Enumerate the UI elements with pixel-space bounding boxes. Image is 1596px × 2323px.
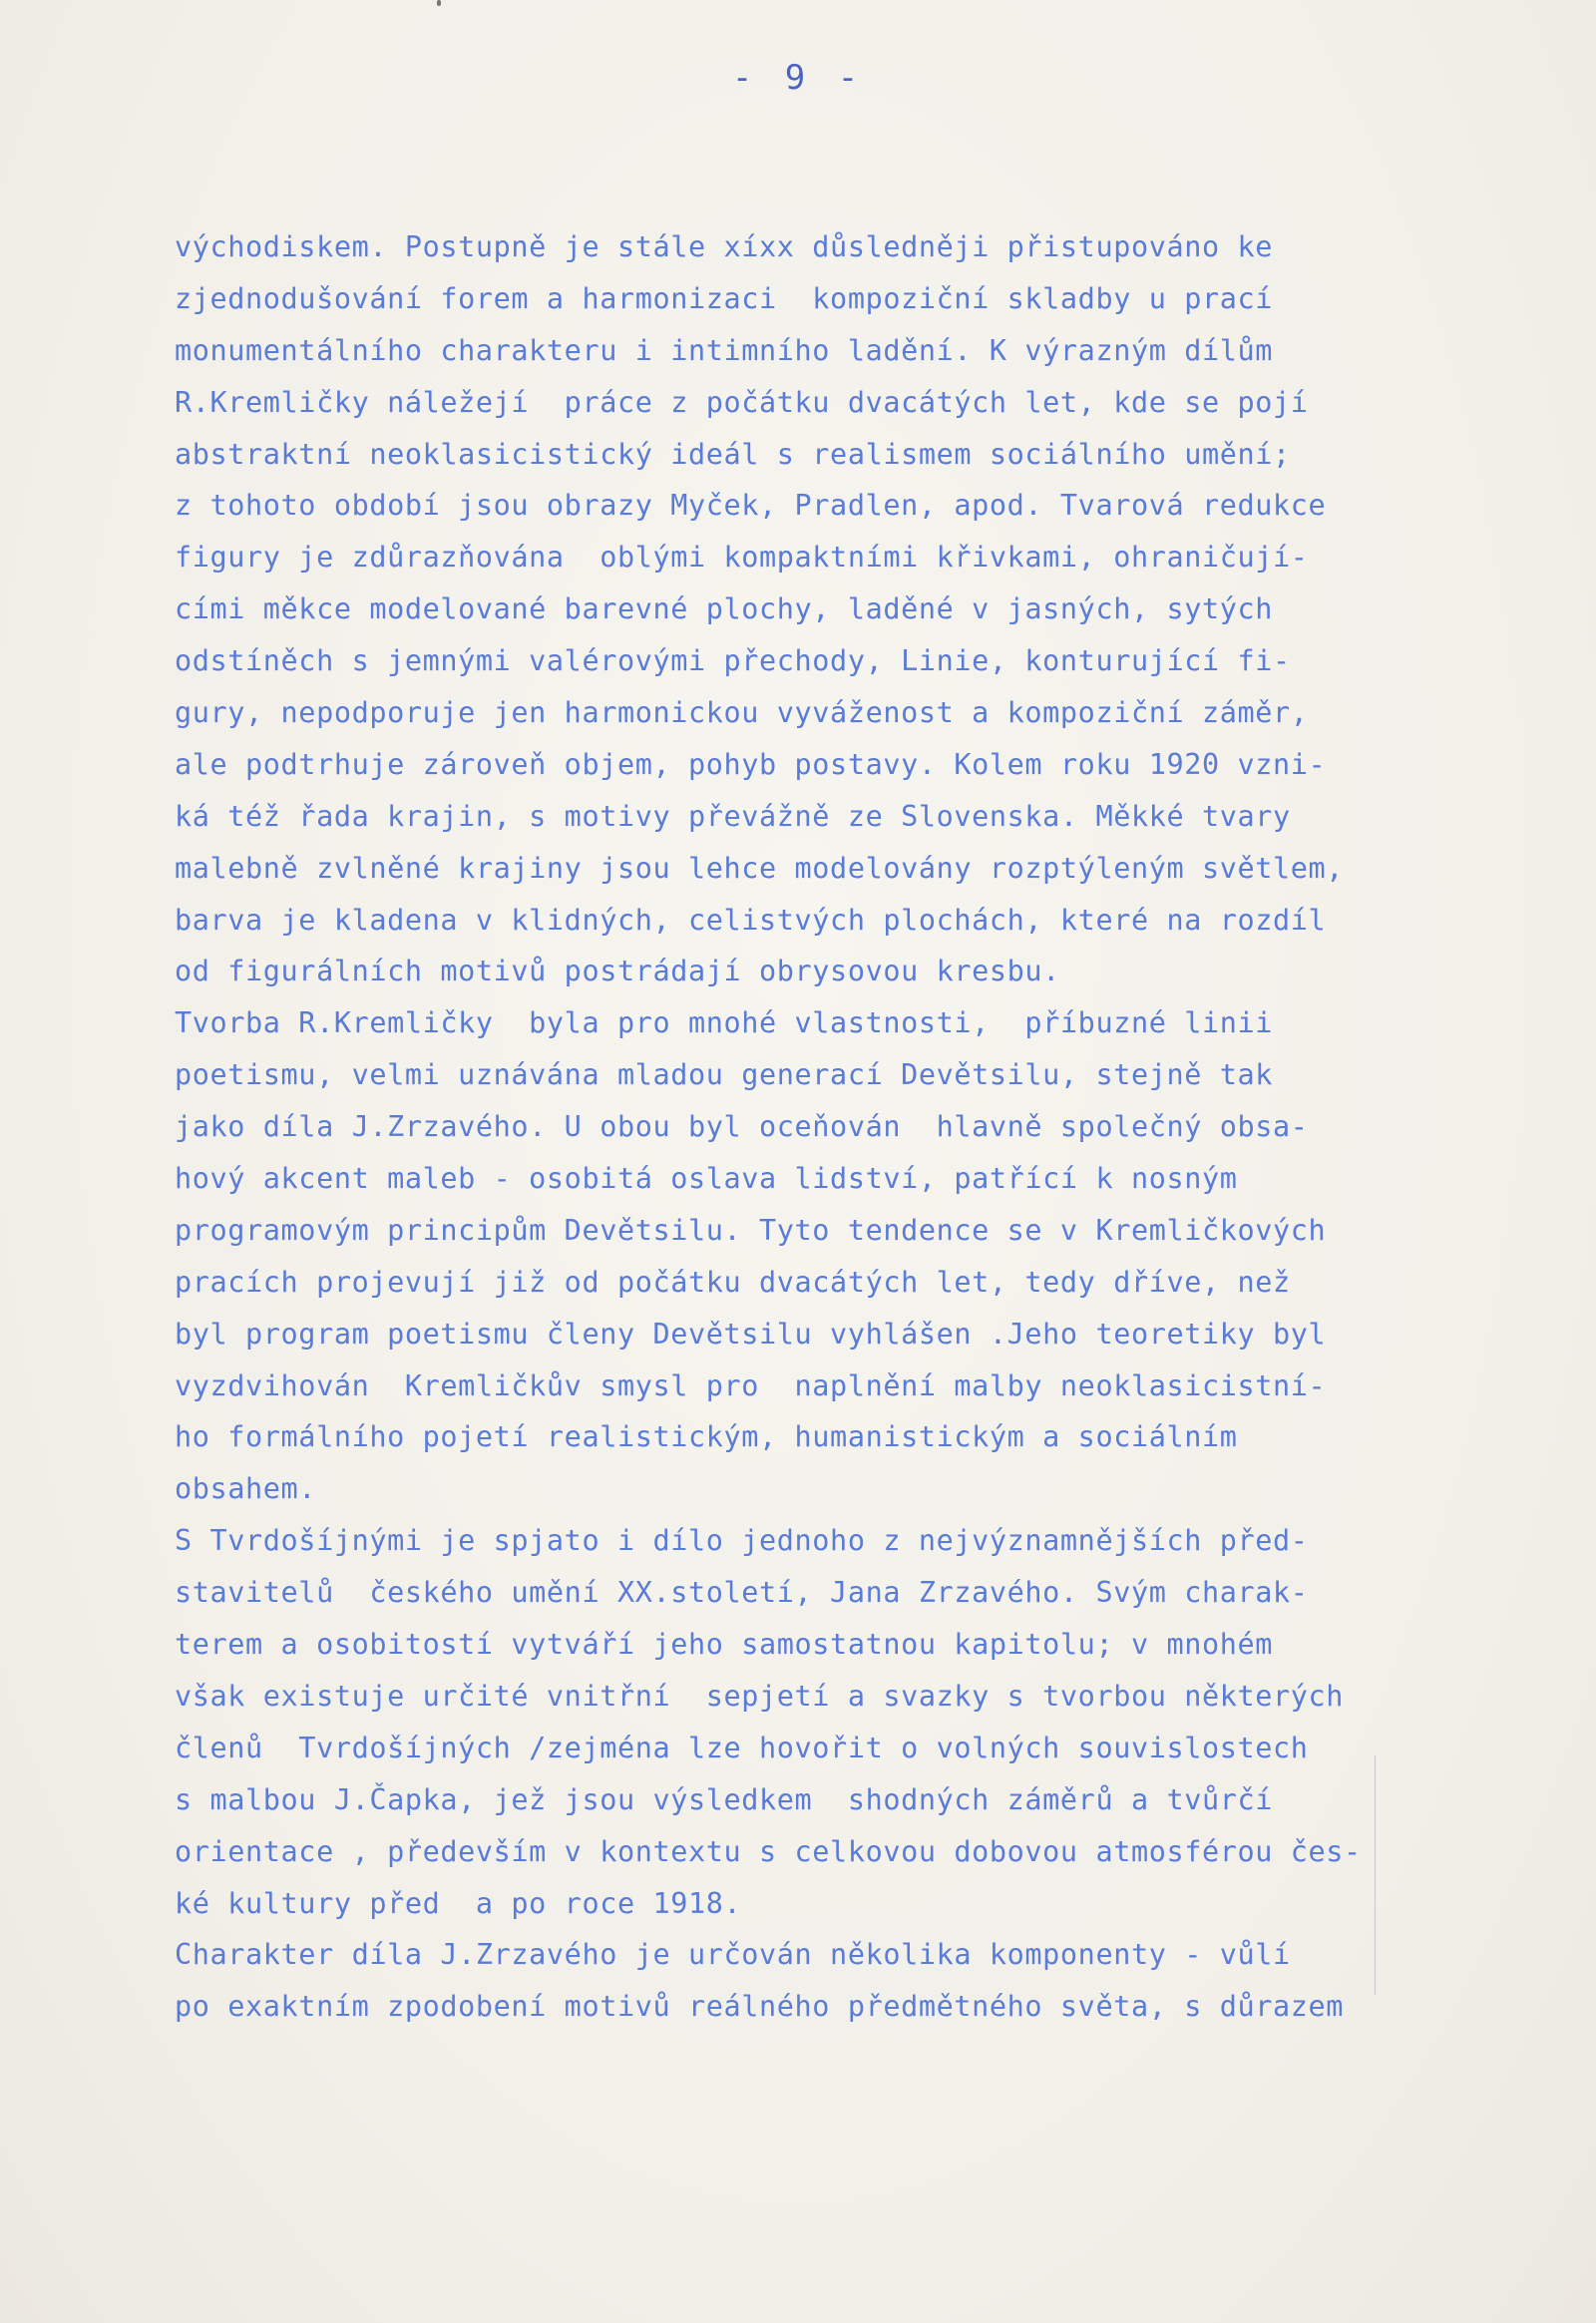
text-line: od figurálních motivů postrádají obrysovou kresbu. [175, 955, 1060, 988]
text-line: hový akcent maleb - osobitá oslava lidství, patřící k nosným [175, 1162, 1238, 1196]
page-number: - 9 - [731, 58, 865, 98]
text-line: po exaktním zpodobení motivů reálného předmětného světa, s důrazem [175, 1990, 1345, 2024]
text-line: jako díla J.Zrzavého. U obou byl oceňován hlavně společný obsa- [175, 1110, 1309, 1144]
text-line: z tohoto období jsou obrazy Myček, Pradlen, apod. Tvarová redukce [175, 489, 1327, 523]
text-line: členů Tvrdošíjných /zejména lze hovořit o volných souvislostech [175, 1731, 1309, 1764]
text-line: Charakter díla J.Zrzavého je určován několika komponenty - vůlí [175, 1938, 1291, 1972]
text-line: odstíněch s jemnými valérovými přechody, Linie, konturující fi- [175, 644, 1291, 678]
text-line: cími měkce modelované barevné plochy, laděné v jasných, sytých [175, 592, 1274, 626]
text-line: malebně zvlněné krajiny jsou lehce modelovány rozptýleným světlem, [175, 851, 1345, 885]
text-line: figury je zdůrazňována oblými kompaktními křivkami, ohraničují- [175, 541, 1309, 575]
text-line: barva je kladena v klidných, celistvých plochách, které na rozdíl [175, 903, 1327, 937]
text-line: byl program poetismu členy Devětsilu vyhlášen .Jeho teoretiky byl [175, 1317, 1327, 1351]
paper-speck [437, 0, 441, 6]
text-line: poetismu, velmi uznávána mladou generací Devětsilu, stejně tak [175, 1058, 1274, 1092]
text-line: R.Kremličky náležejí práce z počátku dvacátých let, kde se pojí [175, 385, 1309, 419]
text-line: s malbou J.Čapka, jež jsou výsledkem shodných záměrů a tvůrčí [175, 1782, 1274, 1816]
text-line: východiskem. Postupně je stále xíxx důsledněji přistupováno ke [175, 230, 1274, 263]
text-line: orientace , především v kontextu s celkovou dobovou atmosférou čes- [175, 1834, 1362, 1868]
text-line: S Tvrdošíjnými je spjato i dílo jednoho z nejvýznamnějších před- [175, 1524, 1309, 1558]
text-line: vyzdvihován Kremličkův smysl pro naplnění malby neoklasicistní- [175, 1368, 1327, 1402]
text-line: pracích projevují již od počátku dvacátých let, tedy dříve, než [175, 1265, 1291, 1299]
text-line: ho formálního pojetí realistickým, humanistickým a sociálním [175, 1420, 1238, 1454]
margin-pencil-line [1375, 1755, 1378, 1995]
text-line: gury, nepodporuje jen harmonickou vyváženost a kompoziční záměr, [175, 696, 1309, 730]
text-line: stavitelů českého umění XX.století, Jana Zrzavého. Svým charak- [175, 1576, 1309, 1610]
text-line: ká též řada krajin, s motivy převážně ze Slovenska. Měkké tvary [175, 799, 1291, 833]
text-line: zjednodušování forem a harmonizaci kompoziční skladby u prací [175, 281, 1274, 315]
text-line: však existuje určité vnitřní sepjetí a svazky s tvorbou některých [175, 1679, 1345, 1713]
text-line: monumentálního charakteru i intimního ladění. K výrazným dílům [175, 333, 1274, 367]
text-line: ale podtrhuje zároveň objem, pohyb postavy. Kolem roku 1920 vzni- [175, 747, 1327, 781]
body-text [175, 221, 1551, 2033]
text-line: programovým principům Devětsilu. Tyto tendence se v Kremličkových [175, 1213, 1327, 1247]
text-line: ké kultury před a po roce 1918. [175, 1886, 742, 1920]
text-line: Tvorba R.Kremličky byla pro mnohé vlastnosti, příbuzné linii [175, 1006, 1274, 1040]
text-line: terem a osobitostí vytváří jeho samostatnou kapitolu; v mnohém [175, 1628, 1274, 1662]
text-line: abstraktní neoklasicistický ideál s realismem sociálního umění; [175, 437, 1291, 471]
text-line: obsahem. [175, 1472, 317, 1506]
